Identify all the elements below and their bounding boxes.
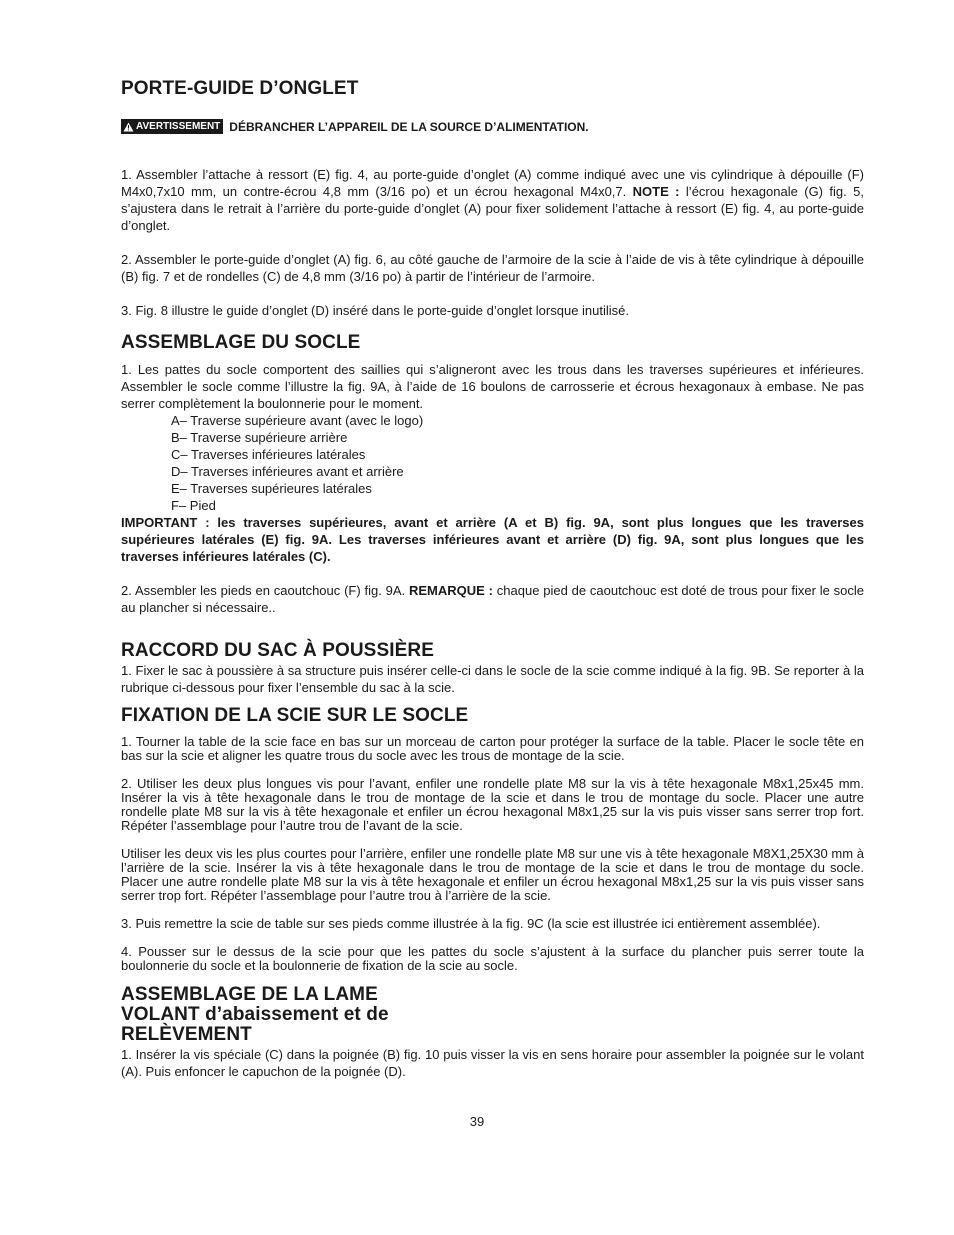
section-title-assemblage-socle: ASSEMBLAGE DU SOCLE (121, 332, 361, 353)
remark-label: REMARQUE : (408, 583, 493, 598)
list-item: A– Traverse supérieure avant (avec le logo) (171, 413, 424, 428)
warning-text: DÉBRANCHER L’APPAREIL DE LA SOURCE D’ALIMENTATION. (229, 119, 589, 134)
list-item: D– Traverses inférieures avant et arrière (171, 464, 404, 479)
fixation-section (121, 735, 864, 973)
paragraph: 3. Fig. 8 illustre le guide d’onglet (D) inséré dans le porte-guide d’onglet lorsque inutilisé. (121, 303, 630, 318)
section-title-assemblage-lame (121, 985, 864, 1045)
paragraph: 4. Pousser sur le dessus de la scie pour que les pattes du socle s’ajustent à la surface du plancher puis serrer toute la boulonnerie du socle et la boulonnerie de fixation de la scie au socle. (121, 944, 864, 973)
title-line: RELÈVEMENT (121, 1024, 252, 1045)
text: 1. Assembler l’attache à ressort (E) fig. 4, au porte-guide d’onglet (A) comme indiqué avec une vis cylindrique à dépouille (F) M4x0,7x10 mm, un contre-écrou 4,8 mm (3/16 po) et un écrou hexagonal M4x0,7. (121, 167, 864, 199)
paragraph (121, 166, 864, 234)
warning-badge-label: AVERTISSEMENT (136, 121, 221, 132)
page-content (121, 74, 864, 1080)
list-item: B– Traverse supérieure arrière (171, 430, 348, 445)
paragraph: 2. Utiliser les deux plus longues vis pour l’avant, enfiler une rondelle plate M8 sur la vis à tête hexagonale M8x1,25x45 mm. Insérer la vis à tête hexagonale dans le trou de montage de la scie et dans le trou de montage du socle. Placer une autre rondelle plate M8 sur la vis à tête hexagonale et enfiler un écrou hexagonal M8x1,25 sur la vis puis visser sans serrer trop fort. Répéter l’assemblage pour l’autre trou de l’avant de la scie. (121, 776, 864, 833)
paragraph: 1. Les pattes du socle comportent des saillies qui s’aligneront avec les trous dans les traverses supérieures et inférieures. Assembler le socle comme l’illustre la fig. 9A, à l’aide de 16 boulons de carrosserie et écrous hexagonaux à embase. Ne pas serrer complètement la boulonnerie pour le moment. (121, 362, 864, 411)
paragraph: 1. Tourner la table de la scie face en bas sur un morceau de carton pour protéger la surface de la table. Placer le socle tête en bas sur la scie et aligner les quatre trous du socle avec les trous de montage de la scie. (121, 734, 864, 763)
text: 2. Assembler les pieds en caoutchouc (F) fig. 9A. (121, 583, 406, 598)
section-title-porte-guide: PORTE-GUIDE D’ONGLET (121, 78, 359, 99)
paragraph: 1. Insérer la vis spéciale (C) dans la poignée (B) fig. 10 puis visser la vis en sens horaire pour assembler la poignée sur le volant (A). Puis enfoncer le capuchon de la poignée (D). (121, 1047, 864, 1079)
text: l’écrou hexagonale (G) fig. 5, s’ajustera dans le retrait à l’arrière du porte-guide d’onglet (A) pour fixer solidement l’attache à ressort (E) fig. 4, au porte-guide d’onglet. (121, 184, 864, 233)
paragraph (121, 582, 864, 616)
list-item: C– Traverses inférieures latérales (171, 447, 366, 462)
warning-line (121, 119, 864, 134)
note-label: NOTE : (632, 184, 680, 199)
list-item: F– Pied (171, 498, 216, 513)
parts-list (171, 412, 864, 514)
paragraph: 1. Fixer le sac à poussière à sa structure puis insérer celle-ci dans le socle de la scie comme indiqué à la fig. 9B. Se reporter à la rubrique ci-dessous pour fixer l’ensemble du sac à la scie. (121, 663, 864, 695)
warning-badge (121, 119, 223, 134)
paragraph: 3. Puis remettre la scie de table sur ses pieds comme illustrée à la fig. 9C (la scie est illustrée ici entièrement assemblée). (121, 916, 821, 931)
section-title-raccord-sac: RACCORD DU SAC À POUSSIÈRE (121, 640, 434, 661)
paragraph: Utiliser les deux vis les plus courtes pour l’arrière, enfiler une rondelle plate M8 sur une vis à tête hexagonale M8X1,25X30 mm à l’arrière de la scie. Insérer la vis à tête hexagonale dans le trou de montage de la scie et dans le trou de montage du socle. Placer une autre rondelle plate M8 sur la vis à tête hexagonale et enfiler un écrou hexagonal M8x1,25 sur la vis puis visser sans serrer trop fort. Répéter l’assemblage pour l’autre trou à l’arrière de la scie. (121, 846, 864, 903)
warning-triangle-icon (123, 122, 134, 132)
important-note: IMPORTANT : les traverses supérieures, avant et arrière (A et B) fig. 9A, sont plus longues que les traverses supérieures latérales (E) fig. 9A. Les traverses inférieures avant et arrière (D) fig. 9A, sont plus longues que les traverses inférieures latérales (C). (121, 515, 864, 564)
paragraph: 2. Assembler le porte-guide d’onglet (A) fig. 6, au côté gauche de l’armoire de la scie à l’aide de vis à tête cylindrique à dépouille (B) fig. 7 et de rondelles (C) de 4,8 mm (3/16 po) à partir de l’intérieur de l’armoire. (121, 252, 864, 284)
page-number: 39 (469, 1114, 485, 1129)
title-line: VOLANT d’abaissement et de (121, 1004, 389, 1025)
title-line: ASSEMBLAGE DE LA LAME (121, 984, 378, 1005)
text: chaque pied de caoutchouc est doté de trous pour fixer le socle au plancher si nécessaire.. (121, 583, 864, 615)
section-title-fixation-scie: FIXATION DE LA SCIE SUR LE SOCLE (121, 705, 469, 726)
list-item: E– Traverses supérieures latérales (171, 481, 372, 496)
